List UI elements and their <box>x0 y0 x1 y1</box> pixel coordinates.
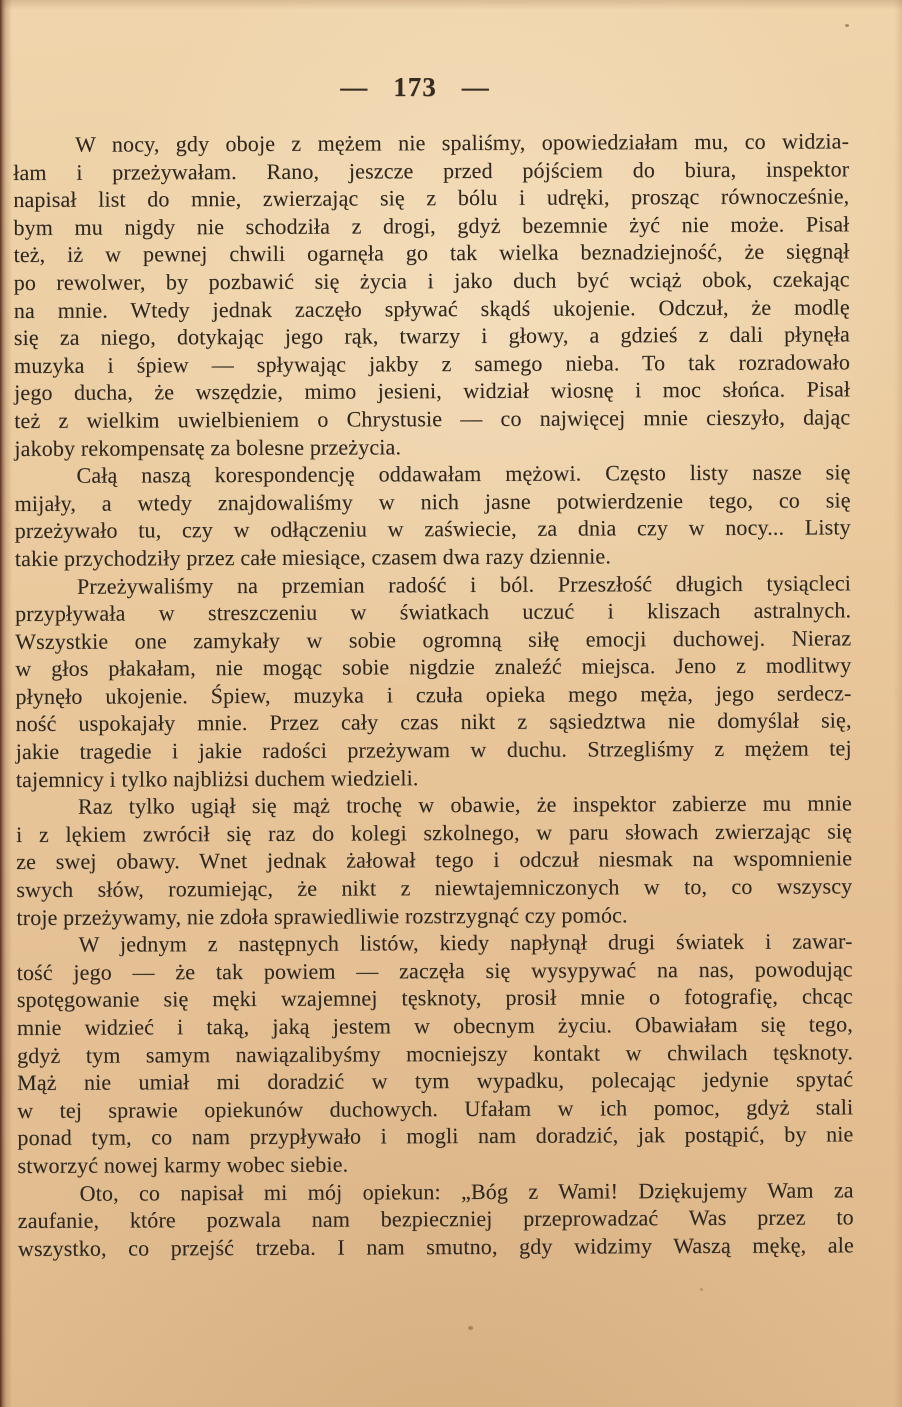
left-edge-shadow <box>0 0 12 1407</box>
paragraph <box>14 458 850 572</box>
page-text <box>13 127 854 1262</box>
text-line: troje przeżywamy, nie zdoła sprawiedliwie rozstrzygnąć czy pomóc. <box>16 901 628 930</box>
text-line: Oto, co napisał mi mój opiekun: „Bóg z Wami! Dziękujemy Wam za <box>79 1176 854 1206</box>
text-line: swych słów, rozumiejąc, że nikt z niewtajemniczonych w to, co wszyscy <box>16 873 853 903</box>
dust-speck <box>700 1288 703 1291</box>
text-line: ność uspokajały mnie. Przez cały czas nikt z sąsiedztwa nie domyślał się, <box>15 707 852 737</box>
text-line: w tej sprawie opiekunów duchowych. Ufałam w ich pomoc, gdyż stali <box>17 1094 854 1123</box>
text-line: bym mu nigdy nie schodziła z drogi, gdyż bezemnie żyć nie może. Pisał <box>13 211 850 240</box>
text-line: płynęło ukojenie. Śpiew, muzyka i czuła opieka mego męża, jego serdecz- <box>15 680 852 709</box>
text-line: spotęgowanie się męki wzajemnej tęsknoty, prosił mnie o fotografię, chcąc <box>16 983 853 1013</box>
text-line: W nocy, gdy oboje z mężem nie spaliśmy, opowiedziałam mu, co widzia- <box>75 128 850 157</box>
text-line: i z lękiem zwrócił się raz do kolegi szkolnego, w paru słowach zwierzając się <box>16 818 853 847</box>
paragraph <box>15 569 852 793</box>
header-dash-left: — <box>340 72 369 102</box>
text-line: gdyż tym samym nawiązalibyśmy mocniejszy kontakt w chwilach tęsknoty. <box>16 1038 854 1068</box>
text-line: też, iż w pewnej chwili ogarnęła go tak wielka beznadziejność, że sięgnął <box>13 238 850 268</box>
text-line: łam i przeżywałam. Rano, jeszcze przed pójściem do biura, inspektor <box>13 155 850 185</box>
text-line: tość jego — że tak powiem — zaczęła się wysypywać na nas, powodując <box>16 956 853 985</box>
text-line: wszystko, co przejść trzeba. I nam smutno, gdy widzimy Waszą mękę, ale <box>17 1232 854 1261</box>
paragraph <box>16 790 853 932</box>
text-line: Przeżywaliśmy na przemian radość i ból. Przeszłość długich tysiącleci <box>76 569 852 599</box>
paragraph <box>13 127 850 462</box>
paragraph <box>18 1176 854 1262</box>
text-line: Raz tylko ugiął się mąż trochę w obawie, że inspektor zabierze mu mnie <box>77 790 852 819</box>
paragraph <box>16 928 853 1180</box>
text-line: W jednym z następnych listów, kiedy napłynął drugi światek i zawar- <box>78 928 853 957</box>
dust-speck <box>468 1326 473 1330</box>
text-line: stworzyć nowej karmy wobec siebie. <box>17 1151 349 1178</box>
text-line: Wszystkie one zamykały w sobie ogromną siłę emocji duchowej. Nieraz <box>15 625 852 654</box>
text-line: mijały, a wtedy znajdowaliśmy w nich jasne potwierdzenie tego, co się <box>14 487 851 516</box>
text-line: takie przychodziły przez całe miesiące, czasem dwa razy dziennie. <box>14 543 612 571</box>
page-number: 173 <box>393 72 437 102</box>
text-line: jego ducha, że wszędzie, mimo jesieni, widział wiosnę i moc słońca. Pisał <box>14 376 851 406</box>
right-edge-shadow <box>894 0 902 1407</box>
text-line: w głos płakałam, nie mogąc sobie nigdzie znaleźć miejsca. Jeno z modlitwy <box>15 652 852 682</box>
text-line: Mąż nie umiał mi doradzić w tym wypadku, polecając jedynie spytać <box>17 1066 854 1096</box>
dust-speck <box>845 24 849 27</box>
text-line: zaufanie, które pozwala nam bezpieczniej przeprowadzać Was przez to <box>17 1204 854 1234</box>
text-line: jakie tragedie i jakie radości przeżywam w duchu. Strzegliśmy z mężem tej <box>15 735 852 765</box>
text-line: ze swej obawy. Wnet jednak żałował tego i odczuł niesmak na wspomnienie <box>16 845 853 875</box>
text-line: mnie widzieć i taką, jaką jestem w obecnym życiu. Obawiałam się tego, <box>16 1011 853 1040</box>
text-line: Całą naszą korespondencję oddawałam mężowi. Często listy nasze się <box>76 459 851 488</box>
text-line: muzyka i śpiew — spływając jakby z samego nieba. To tak rozradowało <box>13 349 851 378</box>
text-line: jakoby rekompensatę za bolesne przeżycia. <box>14 433 402 461</box>
text-line: przeżywało tu, czy w odłączeniu w zaświecie, za dnia czy w nocy... Listy <box>14 514 851 544</box>
text-line: po rewolwer, by pozbawić się życia i jako duch być wciąż obok, czekając <box>13 266 850 295</box>
header-dash-right: — <box>461 72 490 102</box>
page-header <box>0 72 866 103</box>
text-line: tajemnicy i tylko najbliżsi duchem wiedzieli. <box>15 764 419 792</box>
top-edge-shadow <box>0 0 902 10</box>
text-line: na mnie. Wtedy jednak zaczęło spływać skądś ukojenie. Odczuł, że modlę <box>13 293 850 323</box>
text-line: przypływała w streszczeniu w światkach uczuć i kliszach astralnych. <box>15 597 852 627</box>
text-line: się za niego, dotykając jego rąk, twarzy i głowy, a gdzieś z dali płynęła <box>13 321 850 351</box>
text-line: napisał list do mnie, zwierzając się z bólu i udręki, prosząc równocześnie, <box>13 183 850 213</box>
text-line: ponad tym, co nam przypływało i mogli nam doradzić, jak postąpić, by nie <box>17 1121 854 1151</box>
text-line: też z wielkim uwielbieniem o Chrystusie — co najwięcej mnie cieszyło, dając <box>14 404 851 433</box>
